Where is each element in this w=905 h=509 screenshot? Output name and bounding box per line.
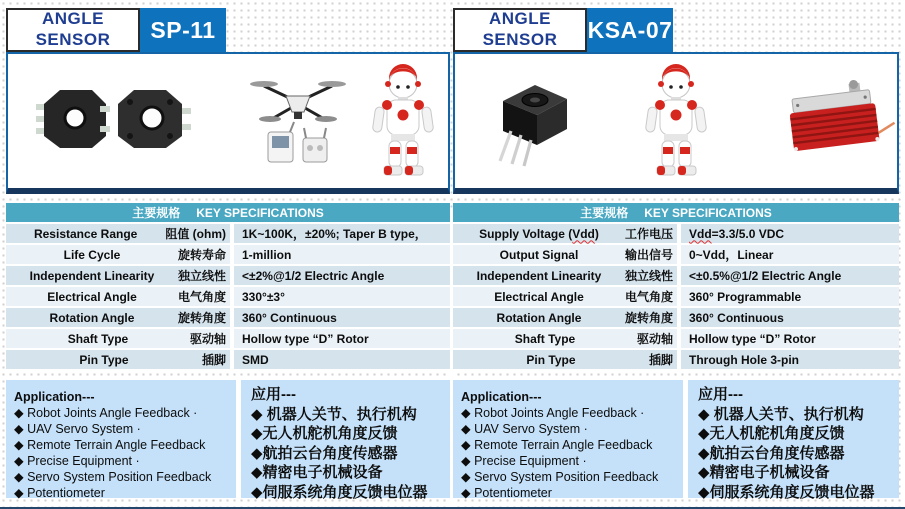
spec-row-pin-type: Pin Type 插脚 Through Hole 3-pin [453,350,899,369]
sp11-application [6,380,450,501]
humanoid-robot-photo [362,62,444,180]
ksa07-spec-header [453,203,899,222]
spec-header-en: KEY SPECIFICATIONS [644,205,772,220]
angle-sensor-module-pair-photo [34,82,194,160]
application-item: ◆精密电子机械设备 [698,464,830,481]
application-item: ◆无人机舵机角度反馈 [251,425,398,442]
application-title-en: Application--- [14,390,95,404]
application-item: ◆ Precise Equipment · [461,454,587,468]
application-item: ◆ Servo System Position Feedback [14,470,212,484]
application-item: ◆ Remote Terrain Angle Feedback [461,438,653,452]
rotary-sensor-3pin-photo [487,73,573,169]
sp11-model-badge: SP-11 [140,8,226,52]
spec-row-shaft-type: Shaft Type 驱动轴 Hollow type “D” Rotor [453,329,899,348]
ksa07-application [453,380,899,501]
application-item: ◆伺服系统角度反馈电位器 [698,483,875,501]
application-item: ◆ Potentiometer [14,486,105,500]
title-line1: ANGLE [489,9,551,29]
humanoid-robot-photo [635,62,717,180]
spec-row-electrical-angle: Electrical Angle 电气角度 360° Programmable [453,287,899,306]
application-item: ◆ 机器人关节、执行机构 [251,405,417,423]
application-list-en [453,380,683,498]
application-item: ◆航拍云台角度传感器 [698,444,845,462]
application-list-en [6,380,236,498]
ksa07-product-title [453,8,587,52]
sp11-header [6,8,450,52]
sp11-photo-panel [6,52,450,194]
ksa07-panel [453,8,899,501]
page [6,8,899,501]
application-list-zh [241,380,450,501]
spec-header-zh: 主要规格 [580,206,629,220]
application-item: ◆ Robot Joints Angle Feedback · [461,406,645,420]
spec-row-electrical-angle: Electrical Angle 电气角度 330°±3° [6,287,450,306]
ksa07-spec-table [453,203,899,369]
red-servo-photo [773,78,897,164]
title-line1: ANGLE [42,9,104,29]
spec-header-zh: 主要规格 [132,206,181,220]
application-item: ◆无人机舵机角度反馈 [698,425,845,442]
application-item: ◆精密电子机械设备 [251,464,383,481]
application-title-zh: 应用--- [698,386,743,403]
sp11-product-title [6,8,140,52]
spec-row-life-cycle: Life Cycle 旋转寿命 1-million [6,245,450,264]
application-list-zh [688,380,899,501]
spec-row-output-signal: Output Signal 输出信号 0~Vdd，Linear [453,245,899,264]
sp11-spec-table [6,203,450,369]
spec-row-rotation-angle: Rotation Angle 旋转角度 360° Continuous [6,308,450,327]
spec-row-rotation-angle: Rotation Angle 旋转角度 360° Continuous [453,308,899,327]
spec-row-shaft-type: Shaft Type 驱动轴 Hollow type “D” Rotor [6,329,450,348]
application-item: ◆ UAV Servo System · [461,422,588,436]
title-line2: SENSOR [482,30,558,49]
application-item: ◆ Servo System Position Feedback [461,470,659,484]
ksa07-model-badge: KSA-07 [587,8,673,52]
ksa07-photo-panel [453,52,899,194]
drone-with-controllers-photo [248,74,348,168]
application-item: ◆航拍云台角度传感器 [251,444,398,462]
spellcheck-underline: Vdd [689,226,712,241]
spec-row-supply-voltage: Supply Voltage (Vdd) 工作电压 Vdd =3.3/5.0 VDC [453,224,899,243]
application-item: ◆ Robot Joints Angle Feedback · [14,406,198,420]
spec-row-independent-linearity: Independent Linearity 独立线性 <±0.5%@1/2 Electric Angle [453,266,899,285]
application-item: ◆伺服系统角度反馈电位器 [251,483,428,501]
spellcheck-underline: Vdd [572,226,595,241]
application-item: ◆ UAV Servo System · [14,422,141,436]
application-item: ◆ Remote Terrain Angle Feedback [14,438,206,452]
spec-row-resistance-range: Resistance Range 阻值 (ohm) 1K~100K，±20%; Taper B type， [6,224,450,243]
application-item: ◆ 机器人关节、执行机构 [698,405,864,423]
title-line2: SENSOR [35,30,111,49]
spec-row-pin-type: Pin Type 插脚 SMD [6,350,450,369]
sp11-spec-header [6,203,450,222]
application-item: ◆ Precise Equipment · [14,454,140,468]
application-title-en: Application--- [461,390,542,404]
application-title-zh: 应用--- [251,386,296,403]
ksa07-header [453,8,899,52]
spec-row-independent-linearity: Independent Linearity 独立线性 <±2%@1/2 Electric Angle [6,266,450,285]
sp11-panel [6,8,450,501]
spec-header-en: KEY SPECIFICATIONS [196,205,324,220]
application-item: ◆ Potentiometer [461,486,552,500]
